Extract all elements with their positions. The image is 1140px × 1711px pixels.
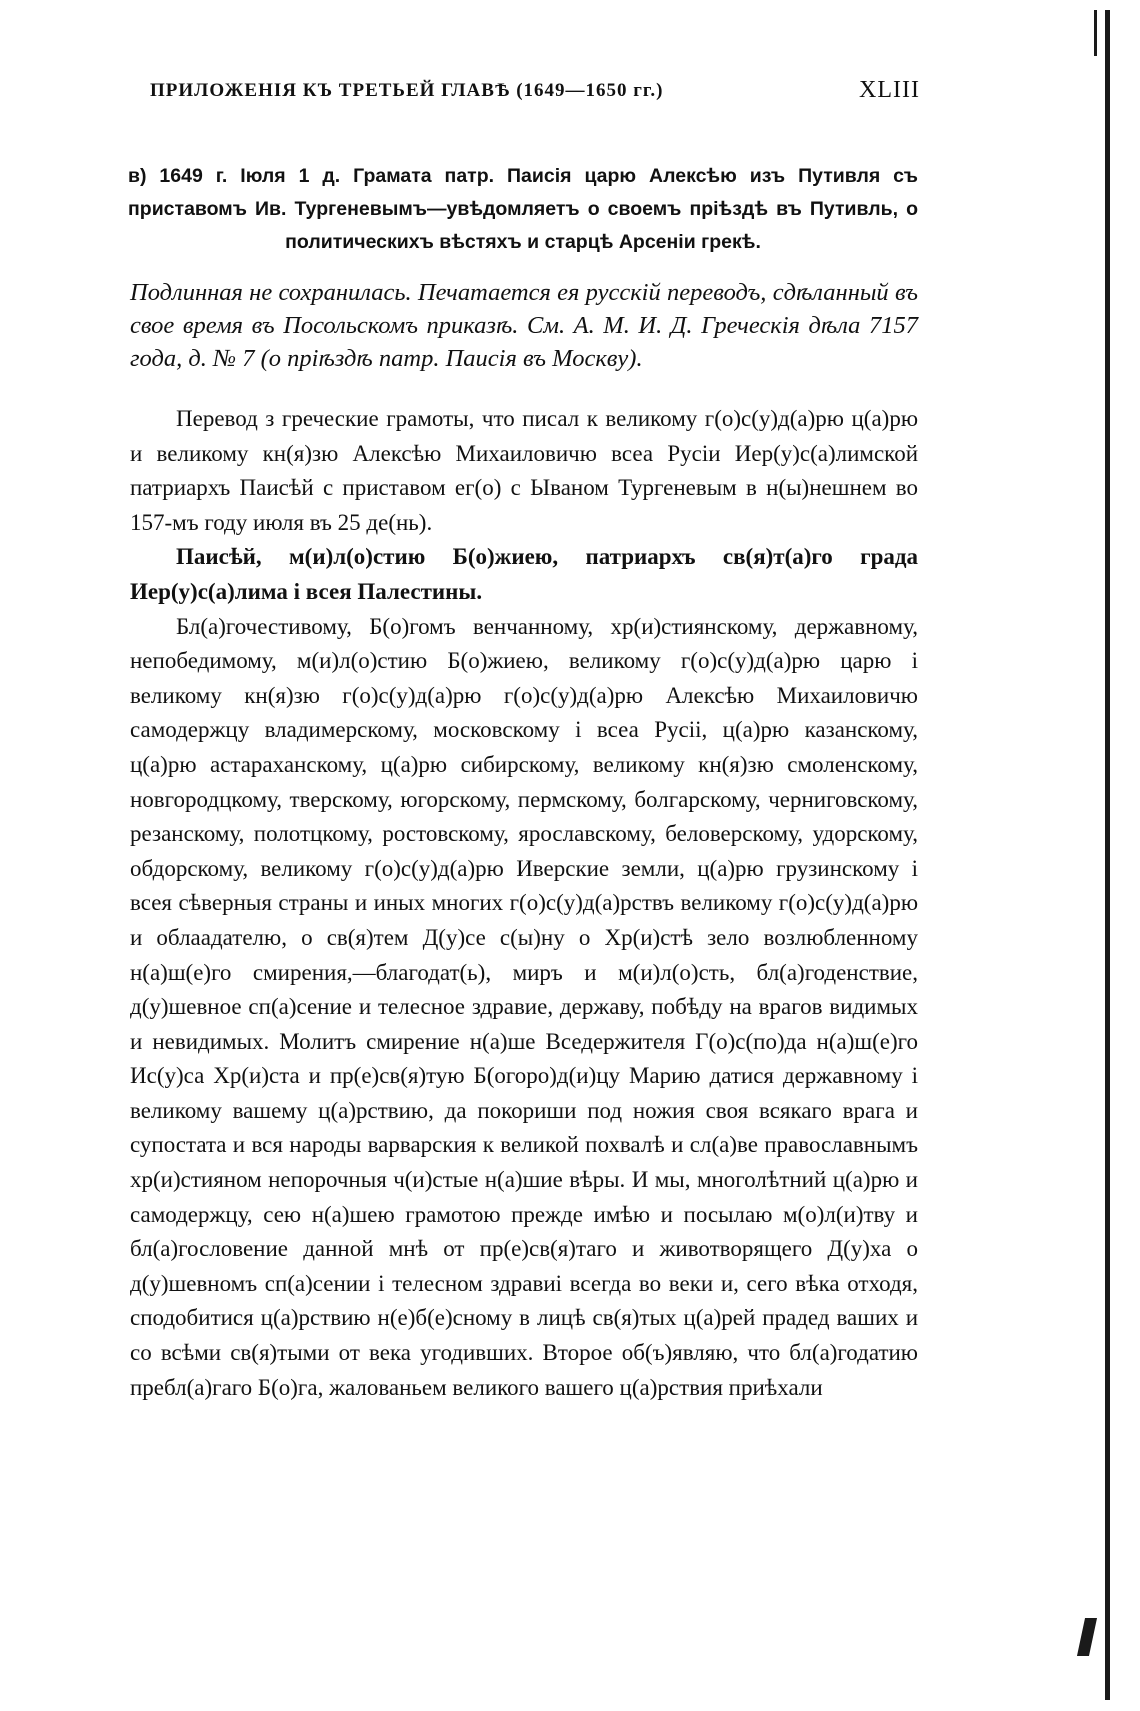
document-heading: в) 1649 г. Іюля 1 д. Грамата патр. Паисія царю Алексѣю изъ Путивля съ приставомъ Ив. Тургеневымъ—увѣдомляетъ о своемъ пріѣздѣ въ Путивль, о политическихъ вѣстяхъ и старцѣ Арсеніи грекѣ. xyxy=(128,165,918,253)
page-edge-mark xyxy=(1094,10,1097,56)
editorial-note: Подлинная не сохранилась. Печатается ея русскій переводъ, сдѣланный въ свое время въ Посольскомъ приказѣ. См. А. М. И. Д. Греческія дѣла 7157 года, д. № 7 (о пріѣздѣ патр. Паисія въ Москву). xyxy=(130,279,918,372)
page-edge-rule xyxy=(1105,10,1110,1700)
body-paragraph: Паисѣй, м(и)л(о)стию Б(о)жиею, патриархъ св(я)т(а)го града Иер(у)с(а)лима і всея Палестины. xyxy=(130,544,918,604)
page-header xyxy=(150,77,920,112)
scan-corner-mark xyxy=(1077,1618,1097,1656)
page-number: XLIII xyxy=(859,77,920,103)
document-body xyxy=(130,402,918,1405)
body-paragraph: Перевод з греческие грамоты, что писал к великому г(о)с(у)д(а)рю ц(а)рю и великому кн(я)зю Алексѣю Михаиловичю всеа Русіи Иер(у)с(а)лимской патриархъ Паисѣй с приставом ег(о) с Ываном Тургеневым в н(ы)нешнем во 157-мъ году июля въ 25 де(нь). xyxy=(130,406,918,535)
running-title: ПРИЛОЖЕНІЯ КЪ ТРЕТЬЕЙ ГЛАВѢ (1649—1650 гг.) xyxy=(150,80,664,101)
body-paragraph: Бл(а)гочестивому, Б(о)гомъ венчанному, хр(и)стиянскому, державному, непобедимому, м(и)л(о)стию Б(о)жиею, великому г(о)с(у)д(а)рю царю і великому кн(я)зю г(о)с(у)д(а)рю г(о)с(у)д(а)рю Алексѣю Михаиловичю самодержцу владимерскому, московскому і всеа Русіі, ц(а)рю казанскому, ц(а)рю астараханскому, ц(а)рю сибирскому, великому кн(я)зю смоленскому, новгородцкому, тверскому, югорскому, пермскому, болгарскому, черниговскому, резанскому, полотцкому, ростовскому, ярославскому, беловерскому, удорскому, обдорскому, великому г(о)с(у)д(а)рю Иверские земли, ц(а)рю грузинскому і всея сѣверныя страны и иных многих г(о)с(у)д(а)рствъ великому г(о)с(у)д(а)рю и облаадателю, о св(я)тем Д(у)се с(ы)ну о Хр(и)стѣ зело возлюбленному н(а)ш(е)го смирения,—благодат(ь), миръ и м(и)л(о)сть, бл(а)годенствие, д(у)шевное сп(а)сение и телесное здравие, державу, побѣду на врагов видимых и невидимых. Молитъ смирение н(а)ше Вседержителя Г(о)с(по)да н(а)ш(е)го Ис(у)са Хр(и)ста и пр(е)св(я)тую Б(огоро)д(и)цу Марию датися державному і великому вашему ц(а)рствию, да покориши под ножия своя всякаго врага и супостата и вся народы варварския к великой похвалѣ и сл(а)ве православнымъ хр(и)стияном непорочныя ч(и)стые н(а)шие вѣры. И мы, многолѣтний ц(а)рю и самодержцу, сею н(а)шею грамотою прежде имѣю и посылаю м(о)л(и)тву и бл(а)гословение данной мнѣ от пр(е)св(я)таго и животворящего Д(у)ха о д(у)шевномъ сп(а)сении і телесном здравиі всегда во веки и, сего вѣка отходя, сподобитися ц(а)рствию н(е)б(е)сному в лицѣ св(я)тых ц(а)рей прадед ваших и со всѣми св(я)тыми от века угодивших. Второе об(ъ)являю, что бл(а)годатию пребл(а)гаго Б(о)га, жалованьем великого вашего ц(а)рствия приѣхали xyxy=(130,613,918,1400)
